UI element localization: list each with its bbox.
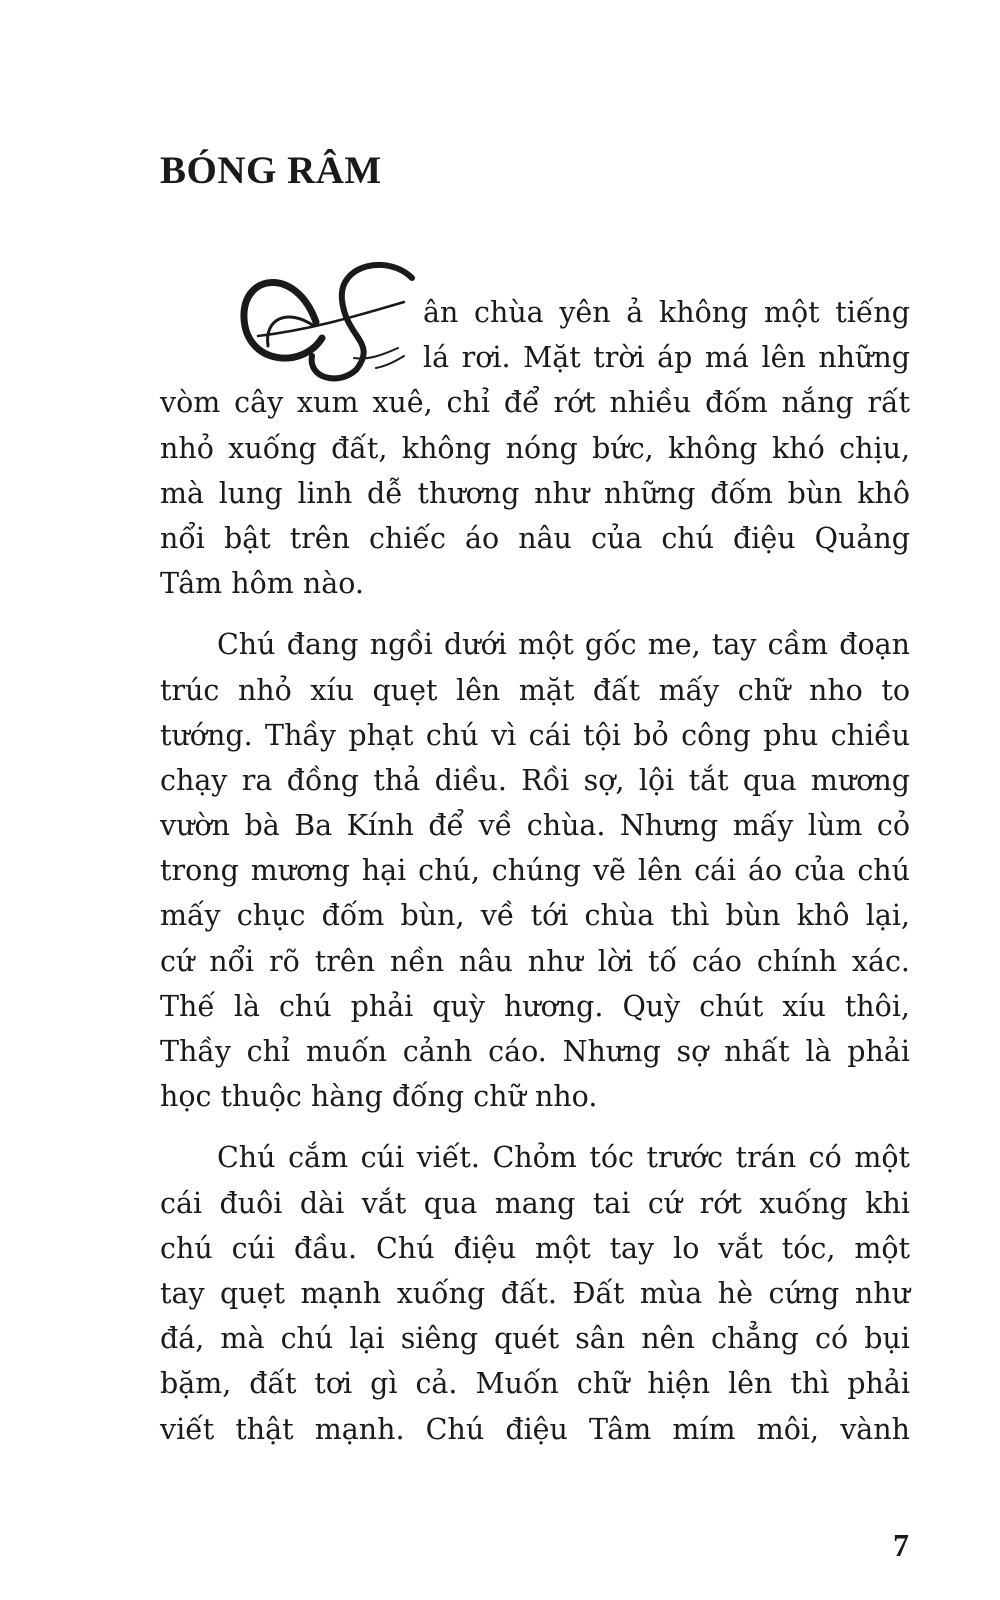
text-line: trúc nhỏ xíu quẹt lên mặt đất mấy chữ nho to [160,673,910,707]
paragraph [160,622,910,1119]
text-line: nổi bật trên chiếc áo nâu của chú điệu Quảng [160,521,910,555]
text-line: đá, mà chú lại siêng quét sân nên chẳng có bụi [160,1322,910,1356]
page-number: 7 [893,1527,909,1563]
dropcap-letter: S [238,260,239,261]
text-line: tướng. Thầy phạt chú vì cái tội bỏ công phu chiều [160,718,910,752]
text-line: Thế là chú phải quỳ hương. Quỳ chút xíu thôi, [160,989,910,1023]
text-line: lá rơi. Mặt trời áp má lên những [423,341,910,375]
text-line: bặm, đất tơi gì cả. Muốn chữ hiện lên thì phải [160,1367,910,1401]
text-line: tay quẹt mạnh xuống đất. Đất mùa hè cứng như [160,1276,910,1310]
text-line: Tâm hôm nào. [160,567,364,601]
text-line: vòm cây xum xuê, chỉ để rớt nhiều đốm nắng rất [160,386,910,420]
text-line: viết thật mạnh. Chú điệu Tâm mím môi, vành [160,1412,910,1446]
text-line: vườn bà Ba Kính để về chùa. Nhưng mấy lùm cỏ [160,809,910,843]
text-line: mấy chục đốm bùn, về tới chùa thì bùn khô lại, [160,899,910,933]
chapter-title: BÓNG RÂM [160,149,382,192]
paragraph [160,290,910,606]
text-line: Thầy chỉ muốn cảnh cáo. Nhưng sợ nhất là phải [160,1035,910,1068]
text-line: trong mương hại chú, chúng vẽ lên cái áo của chú [160,854,910,888]
text-line: Chú cắm cúi viết. Chỏm tóc trước trán có một [217,1141,910,1175]
text-line: ân chùa yên ả không một tiếng [423,296,910,329]
text-line: cái đuôi dài vắt qua mang tai cứ rớt xuống khi [160,1186,910,1220]
text-line: Chú đang ngồi dưới một gốc me, tay cầm đoạn [217,628,910,662]
text-line: học thuộc hàng đống chữ nho. [160,1080,598,1114]
body-text [160,290,910,1452]
text-line: nhỏ xuống đất, không nóng bức, không khó chịu, [160,431,910,465]
text-line: chạy ra đồng thả diều. Rồi sợ, lội tắt qua mương [160,763,910,797]
paragraph [160,1135,910,1451]
text-line: cứ nổi rõ trên nền nâu như lời tố cáo chính xác. [160,944,910,978]
text-line: mà lung linh dễ thương như những đốm bùn khô [160,476,910,510]
text-line: chú cúi đầu. Chú điệu một tay lo vắt tóc, một [160,1231,910,1265]
